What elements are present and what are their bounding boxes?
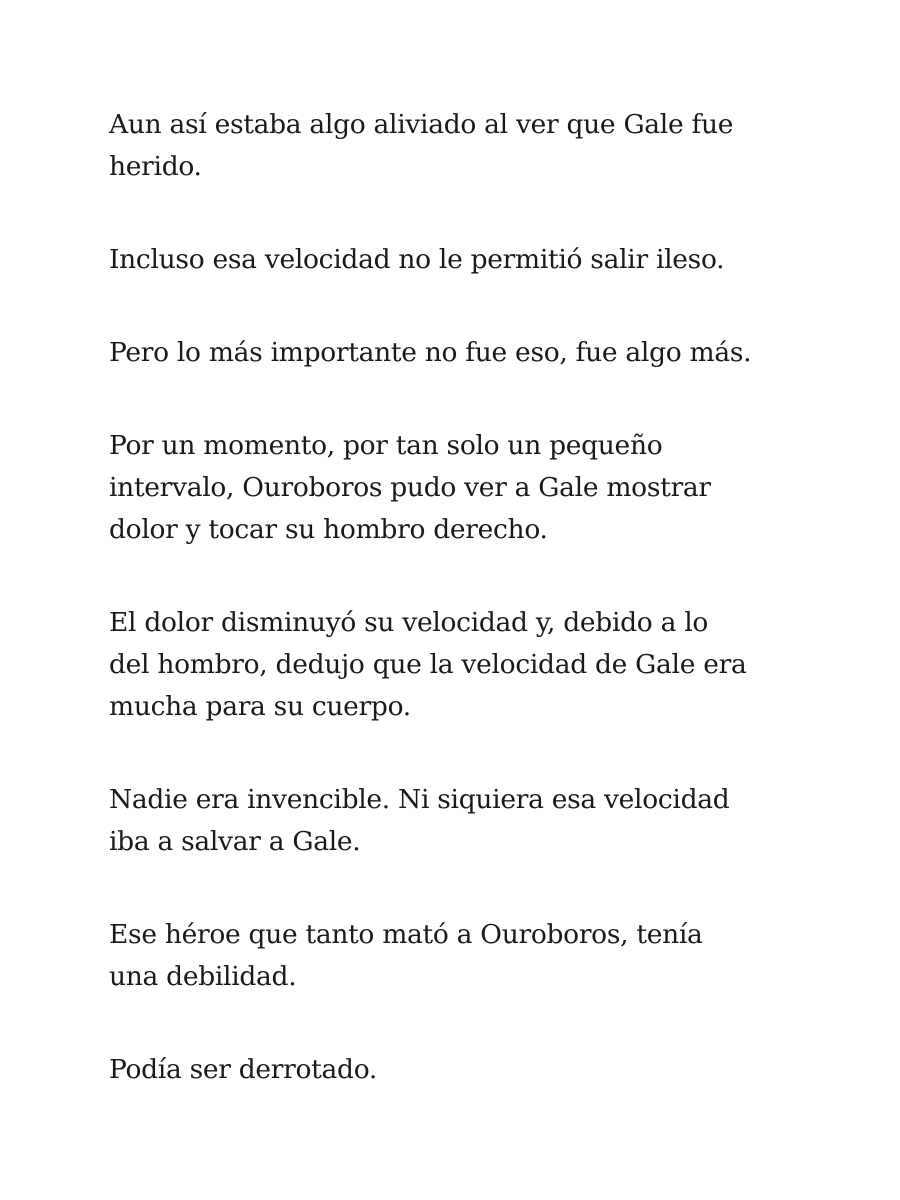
paragraph: Podía ser derrotado. <box>109 1054 378 1085</box>
paragraph: Incluso esa velocidad no le permitió salir ileso. <box>109 244 725 275</box>
paragraph: Pero lo más importante no fue eso, fue algo más. <box>109 337 752 368</box>
paragraph: El dolor disminuyó su velocidad y, debido a lo del hombro, dedujo que la velocidad de Gale era mucha para su cuerpo. <box>109 607 747 722</box>
paragraph: Aun así estaba algo aliviado al ver que Gale fue herido. <box>109 109 734 182</box>
paragraph: Nadie era invencible. Ni siquiera esa velocidad iba a salvar a Gale. <box>109 784 730 857</box>
paragraph: Ese héroe que tanto mató a Ouroboros, tenía una debilidad. <box>109 919 703 992</box>
paragraph: Por un momento, por tan solo un pequeño intervalo, Ouroboros pudo ver a Gale mostrar dolor y tocar su hombro derecho. <box>109 430 711 545</box>
